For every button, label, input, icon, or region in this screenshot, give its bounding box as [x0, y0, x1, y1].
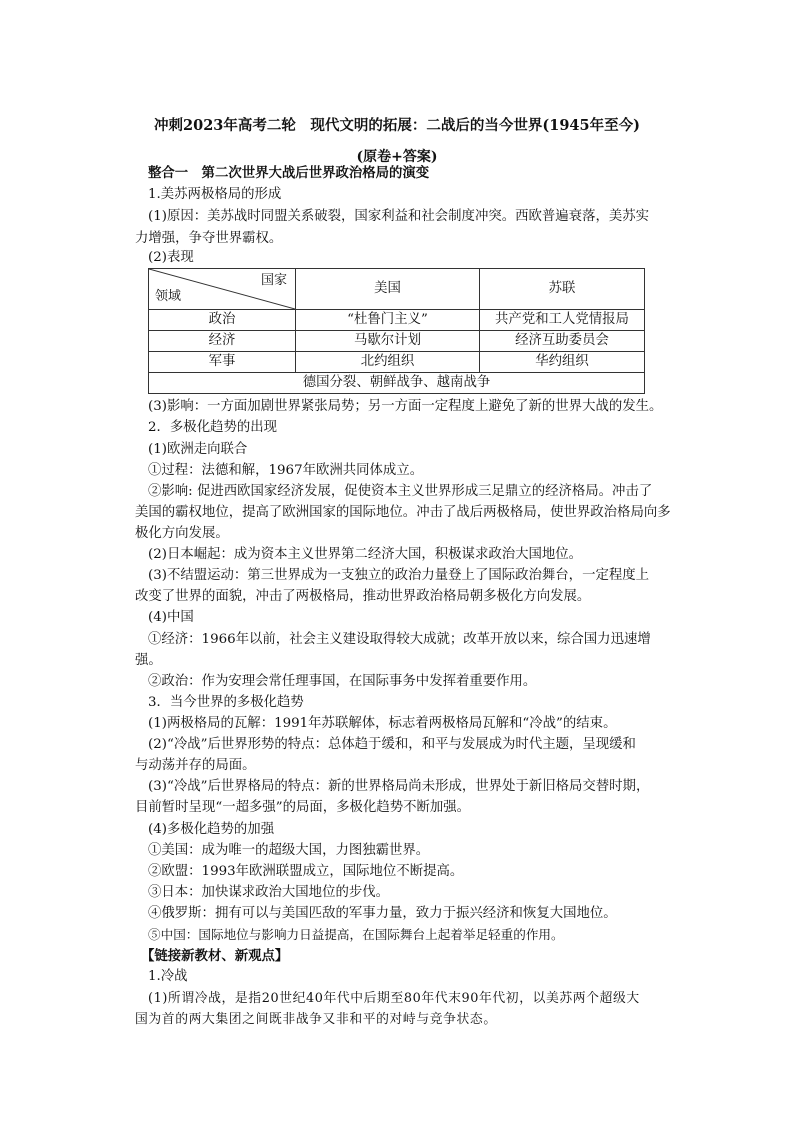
- paragraph-line: (1)两极格局的瓦解：1991年苏联解体，标志着两极格局瓦解和“冷战”的结束。: [148, 716, 617, 731]
- document-subtitle: (原卷+答案): [356, 149, 438, 165]
- paragraph-line: 强。: [135, 653, 162, 668]
- section-heading: 【链接新教材、新观点】: [141, 948, 289, 964]
- subsection-heading: 3．当今世界的多极化趋势: [148, 695, 304, 710]
- table-row: [149, 331, 645, 352]
- table-corner-top: 国家: [260, 273, 287, 288]
- table-cell-field: 政治: [149, 310, 296, 331]
- paragraph-line: (4)中国: [148, 610, 194, 625]
- comparison-table: [148, 268, 645, 394]
- table-cell-su: 华约组织: [480, 352, 645, 373]
- section-heading: 整合一 第二次世界大战后世界政治格局的演变: [148, 165, 430, 181]
- paragraph-line: (2)日本崛起：成为资本主义世界第二经济大国，积极谋求政治大国地位。: [148, 547, 583, 562]
- paragraph-line: (4)多极化趋势的加强: [148, 822, 275, 837]
- paragraph-line: ②欧盟：1993年欧洲联盟成立，国际地位不断提高。: [148, 864, 464, 879]
- paragraph-line: ③日本：加快谋求政治大国地位的步伐。: [148, 885, 390, 900]
- subsection-heading: 1.美苏两极格局的形成: [148, 187, 282, 202]
- table-cell-field: 军事: [149, 352, 296, 373]
- paragraph-line: (3)影响：一方面加剧世界紧张局势；另一方面一定程度上避免了新的世界大战的发生。: [148, 399, 663, 414]
- table-row: [149, 352, 645, 373]
- subsection-heading: 2．多极化趋势的出现: [148, 420, 278, 435]
- paragraph-line: (1)所谓冷战，是指20世纪40年代中后期至80年代末90年代初，以美苏两个超级大: [148, 991, 640, 1006]
- table-cell-us: “杜鲁门主义”: [296, 310, 480, 331]
- paragraph-line: 目前暂时呈现“一超多强”的局面，多极化趋势不断加强。: [135, 800, 471, 815]
- subsection-heading: 1.冷战: [148, 969, 188, 984]
- paragraph-line: 极化方向发展。: [135, 526, 229, 541]
- table-footer-cell: 德国分裂、朝鲜战争、越南战争: [149, 373, 645, 394]
- paragraph-line: 力增强，争夺世界霸权。: [135, 231, 283, 246]
- table-cell-field: 经济: [149, 331, 296, 352]
- table-cell-us: 马歇尔计划: [296, 331, 480, 352]
- paragraph-line: ①美国：成为唯一的超级大国，力图独霸世界。: [148, 843, 430, 858]
- paragraph-line: (2)“冷战”后世界形势的特点：总体趋于缓和，和平与发展成为时代主题，呈现缓和: [148, 737, 636, 752]
- table-row: [149, 310, 645, 331]
- paragraph-line: 美国的霸权地位，提高了欧洲国家的国际地位。冲击了战后两极格局，使世界政治格局向多: [135, 505, 671, 520]
- paragraph-line: (3)“冷战”后世界格局的特点：新的世界格局尚未形成，世界处于新旧格局交替时期，: [148, 779, 650, 794]
- table-corner-bottom: 领域: [155, 289, 182, 304]
- table-row: [149, 373, 645, 394]
- paragraph-line: ⑤中国：国际地位与影响力日益提高，在国际舞台上起着举足轻重的作用。: [148, 927, 564, 942]
- table-header-us: 美国: [296, 269, 480, 310]
- paragraph-line: ④俄罗斯：拥有可以与美国匹敌的军事力量，致力于振兴经济和恢复大国地位。: [148, 906, 617, 921]
- table-header-su: 苏联: [480, 269, 645, 310]
- paragraph-line: ②政治：作为安理会常任理事国，在国际事务中发挥着重要作用。: [148, 674, 537, 689]
- paragraph-line: ①过程：法德和解，1967年欧洲共同体成立。: [148, 463, 424, 478]
- paragraph-line: (1)欧洲走向联合: [148, 442, 248, 457]
- paragraph-line: 改变了世界的面貌，冲击了两极格局，推动世界政治格局朝多极化方向发展。: [135, 589, 591, 604]
- document-title: 冲刺2023年高考二轮 现代文明的拓展：二战后的当今世界(1945年至今): [154, 117, 640, 134]
- paragraph-line: ①经济：1966年以前，社会主义建设取得较大成就；改革开放以来，综合国力迅速增: [148, 632, 651, 647]
- table-cell-us: 北约组织: [296, 352, 480, 373]
- table-corner-cell: [149, 269, 296, 310]
- paragraph-line: ②影响: 促进西欧国家经济发展，促使资本主义世界形成三足鼎立的经济格局。冲击了: [148, 484, 653, 499]
- paragraph-line: (1)原因：美苏战时同盟关系破裂，国家利益和社会制度冲突。西欧普遍衰落，美苏实: [148, 209, 650, 224]
- paragraph-line: 国为首的两大集团之间既非战争又非和平的对峙与竞争状态。: [135, 1012, 497, 1027]
- paragraph-line: 与动荡并存的局面。: [135, 758, 256, 773]
- table-cell-su: 共产党和工人党情报局: [480, 310, 645, 331]
- paragraph-line: (3)不结盟运动：第三世界成为一支独立的政治力量登上了国际政治舞台，一定程度上: [148, 568, 650, 583]
- table-cell-su: 经济互助委员会: [480, 331, 645, 352]
- paragraph-line: (2)表现: [148, 250, 194, 265]
